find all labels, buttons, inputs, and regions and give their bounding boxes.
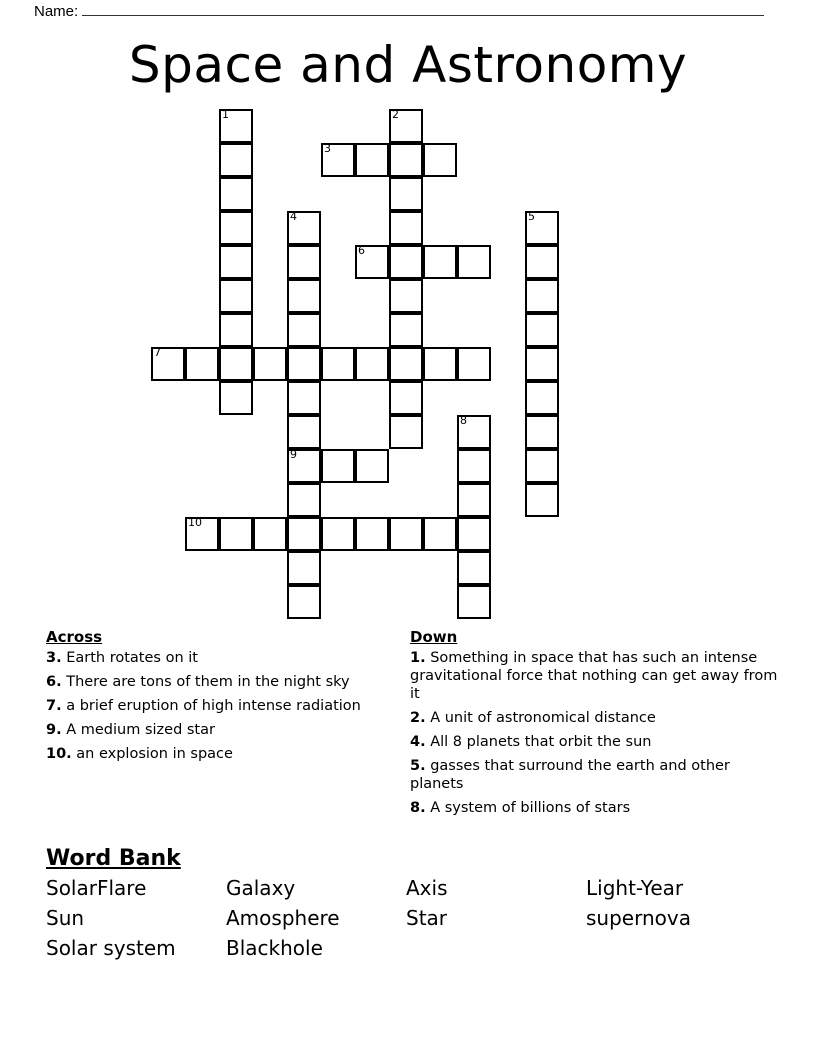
grid-cell[interactable]	[389, 517, 423, 551]
down-clue-number: 5.	[410, 758, 426, 774]
across-clue-text: Earth rotates on it	[61, 650, 198, 666]
grid-cell[interactable]	[287, 449, 321, 483]
word-bank-section	[46, 845, 776, 963]
word-bank-word: Blackhole	[226, 936, 323, 960]
down-clue-item	[410, 733, 780, 751]
down-clue-number: 8.	[410, 800, 426, 816]
grid-cell[interactable]	[389, 143, 423, 177]
grid-cell[interactable]	[525, 211, 559, 245]
grid-cell[interactable]	[287, 279, 321, 313]
grid-cell[interactable]	[457, 415, 491, 449]
grid-cell[interactable]	[355, 517, 389, 551]
grid-cell[interactable]	[219, 245, 253, 279]
across-clue-text: There are tons of them in the night sky	[61, 674, 350, 690]
word-bank-empty	[586, 934, 776, 963]
down-clue-number: 4.	[410, 734, 426, 750]
down-heading: Down	[410, 628, 458, 646]
across-clue-item	[46, 721, 386, 739]
grid-cell-number: 6	[358, 244, 365, 257]
grid-cell[interactable]	[525, 245, 559, 279]
grid-cell[interactable]	[151, 347, 185, 381]
down-clue-item	[410, 799, 780, 817]
grid-cell[interactable]	[457, 585, 491, 619]
grid-cell[interactable]	[457, 347, 491, 381]
grid-cell[interactable]	[321, 143, 355, 177]
across-heading: Across	[46, 628, 103, 646]
word-bank-word: Axis	[406, 876, 448, 900]
grid-cell[interactable]	[423, 517, 457, 551]
grid-cell-number: 3	[324, 142, 331, 155]
down-clue-text: gasses that surround the earth and other planets	[410, 758, 730, 792]
across-clue-item	[46, 649, 386, 667]
grid-cell[interactable]	[219, 143, 253, 177]
word-bank-list	[46, 874, 776, 963]
grid-cell[interactable]	[253, 517, 287, 551]
grid-cell[interactable]	[287, 415, 321, 449]
down-clues-column	[410, 628, 780, 823]
grid-cell-number: 7	[154, 346, 161, 359]
across-clue-number: 7.	[46, 698, 62, 714]
word-bank-word: Amosphere	[226, 906, 340, 930]
down-clue-item	[410, 649, 780, 703]
across-clue-number: 6.	[46, 674, 62, 690]
down-clue-text: A system of billions of stars	[425, 800, 631, 816]
grid-cell[interactable]	[219, 517, 253, 551]
grid-cell[interactable]	[423, 143, 457, 177]
grid-cell[interactable]	[287, 551, 321, 585]
down-clue-text: All 8 planets that orbit the sun	[425, 734, 652, 750]
word-bank-empty	[406, 934, 586, 963]
grid-cell[interactable]	[525, 313, 559, 347]
grid-cell[interactable]	[287, 483, 321, 517]
grid-cell[interactable]	[457, 517, 491, 551]
grid-cell[interactable]	[423, 347, 457, 381]
grid-cell[interactable]	[457, 245, 491, 279]
across-clue-text: A medium sized star	[61, 722, 215, 738]
grid-cell[interactable]	[287, 211, 321, 245]
grid-cell[interactable]	[219, 109, 253, 143]
down-clue-text: Something in space that has such an intense gravitational force that nothing can get away from it	[410, 650, 778, 702]
grid-cell[interactable]	[457, 449, 491, 483]
across-clue-text: an explosion in space	[71, 746, 233, 762]
grid-cell[interactable]	[389, 415, 423, 449]
grid-cell[interactable]	[287, 245, 321, 279]
down-clue-number: 1.	[410, 650, 426, 666]
grid-cell[interactable]	[219, 211, 253, 245]
across-clue-number: 3.	[46, 650, 62, 666]
word-bank-word: SolarFlare	[46, 876, 147, 900]
grid-cell[interactable]	[525, 279, 559, 313]
grid-cell[interactable]	[355, 245, 389, 279]
grid-cell-number: 9	[290, 448, 297, 461]
down-clue-text: A unit of astronomical distance	[425, 710, 656, 726]
grid-cell[interactable]	[321, 347, 355, 381]
grid-cell[interactable]	[287, 347, 321, 381]
word-bank-word: Galaxy	[226, 876, 296, 900]
word-bank-heading: Word Bank	[46, 846, 181, 871]
grid-cell[interactable]	[389, 109, 423, 143]
grid-cell[interactable]	[389, 313, 423, 347]
word-bank-word: supernova	[586, 906, 691, 930]
grid-cell[interactable]	[525, 347, 559, 381]
grid-cell[interactable]	[525, 415, 559, 449]
grid-cell-number: 4	[290, 210, 297, 223]
page-title: Space and Astronomy	[128, 36, 688, 94]
grid-cell-number: 10	[188, 516, 202, 529]
grid-cell[interactable]	[219, 177, 253, 211]
clues-section	[0, 628, 816, 838]
down-clue-item	[410, 757, 780, 793]
word-bank-word: Star	[406, 906, 448, 930]
grid-cell[interactable]	[355, 449, 389, 483]
across-clue-item	[46, 745, 386, 763]
grid-cell[interactable]	[287, 381, 321, 415]
grid-cell-number: 2	[392, 108, 399, 121]
word-bank-word: Sun	[46, 906, 85, 930]
grid-cell[interactable]	[389, 177, 423, 211]
grid-cell[interactable]	[287, 585, 321, 619]
grid-cell[interactable]	[389, 347, 423, 381]
grid-cell[interactable]	[525, 483, 559, 517]
grid-cell[interactable]	[253, 347, 287, 381]
across-clue-number: 9.	[46, 722, 62, 738]
grid-cell[interactable]	[389, 211, 423, 245]
down-clue-list	[410, 649, 780, 817]
across-clue-text: a brief eruption of high intense radiation	[61, 698, 361, 714]
grid-cell[interactable]	[355, 347, 389, 381]
grid-cell[interactable]	[457, 551, 491, 585]
grid-cell[interactable]	[389, 245, 423, 279]
across-clue-number: 10.	[46, 746, 72, 762]
grid-cell[interactable]	[185, 347, 219, 381]
grid-cell-number: 5	[528, 210, 535, 223]
grid-cell[interactable]	[185, 517, 219, 551]
across-clue-list	[46, 649, 386, 763]
word-bank-word: Light-Year	[586, 876, 684, 900]
grid-cell[interactable]	[321, 449, 355, 483]
across-clue-item	[46, 673, 386, 691]
down-clue-number: 2.	[410, 710, 426, 726]
grid-cell[interactable]	[219, 279, 253, 313]
grid-cell[interactable]	[321, 517, 355, 551]
across-clue-item	[46, 697, 386, 715]
grid-cell[interactable]	[219, 381, 253, 415]
grid-cell[interactable]	[457, 483, 491, 517]
grid-cell[interactable]	[423, 245, 457, 279]
grid-cell-number: 1	[222, 108, 229, 121]
word-bank-word: Solar system	[46, 936, 176, 960]
grid-cell[interactable]	[389, 279, 423, 313]
grid-cell[interactable]	[219, 313, 253, 347]
down-clue-item	[410, 709, 780, 727]
grid-cell[interactable]	[525, 449, 559, 483]
grid-cell-number: 8	[460, 414, 467, 427]
grid-cell[interactable]	[287, 313, 321, 347]
grid-cell[interactable]	[287, 517, 321, 551]
grid-cell[interactable]	[525, 381, 559, 415]
grid-cell[interactable]	[355, 143, 389, 177]
grid-cell[interactable]	[219, 347, 253, 381]
name-label: Name:	[34, 3, 79, 20]
grid-cell[interactable]	[389, 381, 423, 415]
across-clues-column	[46, 628, 386, 769]
